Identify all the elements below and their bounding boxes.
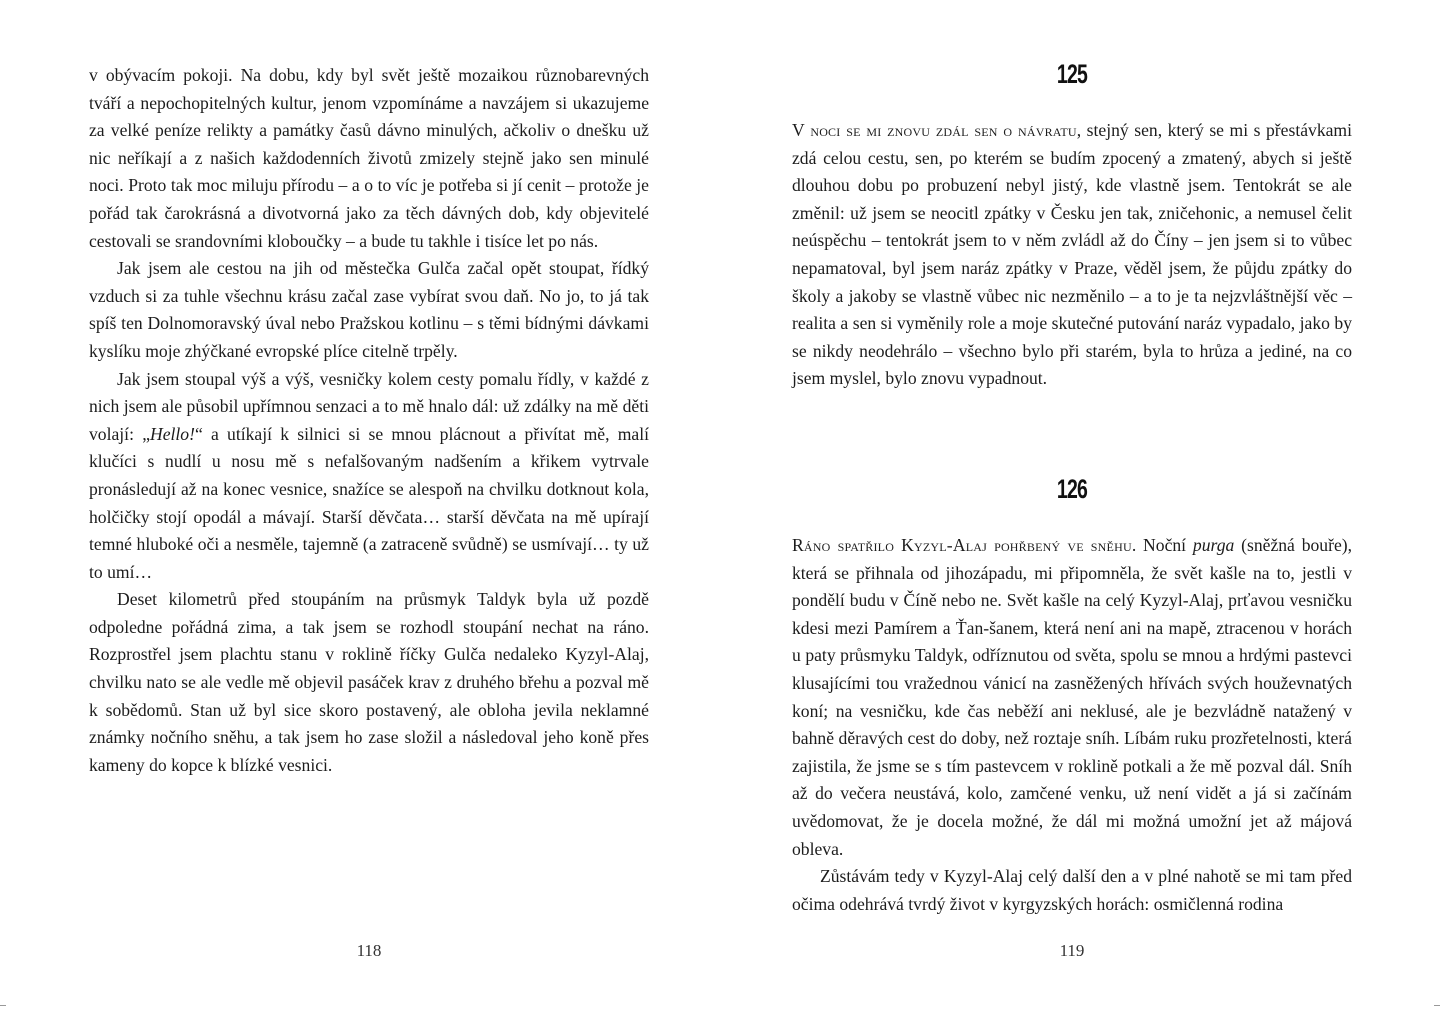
paragraph-text: (sněžná bouře), která se přihnala od jihozápadu, mi připomněla, že svět kašle na to, jestli v pondělí budu v Číně nebo ne. Svět kašle na celý Kyzyl-Alaj, prťavou vesničku kdesi mezi Pamírem a Ťan-šanem, která není ani na mapě, ztracenou v horách u paty průsmyku Taldyk, odříznutou od světa, spolu se mnou a hrdými pastevci klusajícími tou vražednou vánicí na zasněžených hřívách svých houževnatých koní; na vesničku, kde čas neběží ani neklusé, ale je bezvládně natažený v bahně děravých cest do doby, než roztaje sníh. Líbám ruku prozřetelnosti, která zajistila, že jsme se s tím pastevcem v roklině potkali a že mě pozval dál. Sníh až do večera neustává, kolo, zamčené venku, už není vidět a já si začínám uvědomovat, že je docela možné, že dál mi možná umožní jet až májová obleva. [792,535,1353,859]
paragraph-text: “ a utíkají k silnici si se mnou plácnout a přivítat mě, malí klučíci s nudlí u nosu mě s nefalšovaným nadšením a křikem vytrvale pronásledují až na konec vesnice, snažíce se alespoň na chvilku dotknout kola, holčičky stojí opodál a mávají. Starší děvčata… starší děvčata na mě upírají temné hluboké oči a nesměle, tajemně (a zatraceně svůdně) se usmívají… ty už to umí… [89,423,649,582]
emphasis-text: purga [1192,535,1235,555]
chapter-body [792,117,1352,393]
left-page [89,0,649,1018]
chapter-number: 126 [1056,474,1088,504]
crop-mark [0,1005,6,1006]
paragraph-text: , stejný sen, který se mi s přestávkami zdá celou cestu, sen, po kterém se budím zpocený a zmatený, abych si ještě dlouhou dobu po probuzení nebyl jistý, kde vlastně jsem. Tentokrát se ale změnil: už jsem se neocitl zpátky v Česku jen tak, zničehonic, a nemusel čelit neúspěchu – tentokrát jsem to v něm zvládl až do Číny – jen jsem si to vůbec nepamatoval, byl jsem naráz zpátky v Praze, věděl jsem, že půjdu zpátky do školy a jakoby se vlastně vůbec nic nezměnilo – a to je ta nejzvláštnější věc – realita a sen si vyměnily role a moje skutečné putování naráz vypadalo, jako by se nikdy neodehrálo – všechno bylo při starém, byla to hrůza a jediné, na co jsem myslel, bylo znovu vypadnout. [792,120,1352,389]
emphasis-text: Hello! [150,423,195,444]
chapter-number: 125 [1056,59,1088,89]
paragraph-text: . Noční [1131,535,1193,555]
paragraph: Zůstávám tedy v Kyzyl-Alaj celý další den a v plné nahotě se mi tam před očima odehrává tvrdý život v kyrgyzských horách: osmičlenná rodina [792,866,1352,914]
crop-mark [1434,1005,1440,1006]
chapter-lead-caps: V noci se mi znovu zdál sen o návratu [792,120,1077,140]
page-number: 118 [356,941,382,960]
paragraph [792,117,1352,393]
left-page-body [89,62,649,779]
paragraph: v obývacím pokoji. Na dobu, kdy byl svět ještě mozaikou různobarevných tváří a nepochopitelných kultur, jenom vzpomínáme a navzájem si ukazujeme za velké peníze relikty a památky časů dávno minulých, ačkoliv o dnešku už nic neříkají a z našich každodenních životů zmizely stejně jako sen minulé noci. Proto tak moc miluju přírodu – a o to víc je potřeba si jí cenit – protože je pořád tak čarokrásná a divotvorná jako za těch dávných dob, kdy objevitelé cestovali se srandovními kloboučky – a bude tu takhle i tisíce let po nás. [89,65,649,251]
page-number: 119 [1059,941,1085,960]
paragraph-text: Jak jsem stoupal výš a výš, vesničky kolem cesty pomalu řídly, v každé z nich jsem ale působil upřímnou senzaci a to mě hnalo dál: už zdálky na mě děti volají: „ [89,368,649,444]
paragraph [792,532,1352,863]
right-page [792,0,1352,1018]
paragraph: Jak jsem ale cestou na jih od městečka Gulča začal opět stoupat, řídký vzduch si za tuhle všechnu krásu začal zase vybírat svou daň. No jo, to já tak spíš ten Dolnomoravský úval nebo Pražskou kotlinu – s těmi bídnými dávkami kyslíku moje zhýčkané evropské plíce citelně trpěly. [89,258,649,361]
paragraph: Deset kilometrů před stoupáním na průsmyk Taldyk byla už pozdě odpoledne pořádná zima, a tak jsem se rozhodl stoupání nechat na ráno. Rozprostřel jsem plachtu stanu v roklině říčky Gulča nedaleko Kyzyl-Alaj, chvilku nato se ale vedle mě objevil pasáček krav z druhého břehu a pozval mě k sobědomů. Stan už byl sice skoro postavený, ale obloha jevila neklamné známky nočního sněhu, a tak jsem ho zase složil a následoval jeho koně přes kameny do kopce k blízké vesnici. [89,589,649,775]
paragraph [89,366,649,587]
chapter-lead-caps: Ráno spatřilo Kyzyl-Alaj pohřbený ve sněhu [792,535,1132,555]
chapter-body [792,532,1352,918]
